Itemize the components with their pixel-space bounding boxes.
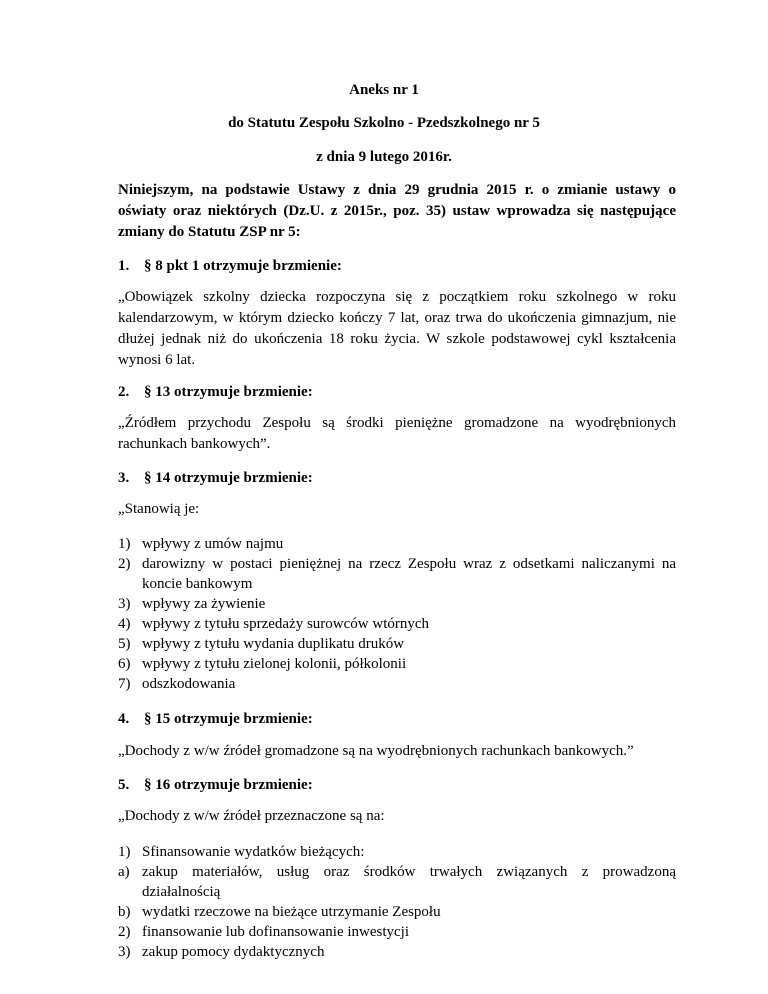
intro-line-2: oświaty oraz niektórych (Dz.U. z 2015r., poz. 35) ustaw wprowadza się następujące (118, 203, 676, 219)
section-1-line-2: kalendarzowym, w którym dziecko kończy 7 lat, oraz trwa do ukończenia gimnazjum, nie (118, 310, 676, 326)
section-heading-text: § 8 pkt 1 otrzymuje brzmienie: (144, 258, 342, 274)
list-marker: 6) (118, 656, 131, 672)
list-marker: a) (118, 864, 130, 880)
section-1-heading (118, 258, 676, 275)
list-marker: 2) (118, 556, 131, 572)
section-1-line-4: wynosi 6 lat. (118, 352, 196, 368)
list-text: wpływy z umów najmu (142, 536, 284, 552)
section-5-line-1: „Dochody z w/w źródeł przeznaczone są na: (118, 808, 385, 824)
section-5-heading (118, 777, 676, 794)
list-text: Sfinansowanie wydatków bieżących: (142, 844, 365, 860)
intro-line-1: Niniejszym, na podstawie Ustawy z dnia 29 grudnia 2015 r. o zmianie ustawy o (118, 182, 676, 198)
section-heading-text: § 13 otrzymuje brzmienie: (144, 384, 313, 400)
list-marker: 7) (118, 676, 131, 692)
section-number: 5. (118, 777, 130, 793)
list-marker: 3) (118, 944, 131, 960)
list-marker: 3) (118, 596, 131, 612)
list-text: odszkodowania (142, 676, 236, 692)
section-heading-text: § 15 otrzymuje brzmienie: (144, 711, 313, 727)
section-heading-text: § 14 otrzymuje brzmienie: (144, 470, 313, 486)
intro-line-3: zmiany do Statutu ZSP nr 5: (118, 224, 301, 240)
section-1-line-3: dłużej jednak niż do ukończenia 18 roku życia. W szkole podstawowej cykl kształcenia (118, 331, 676, 347)
list-text: wpływy z tytułu sprzedaży surowców wtórnych (142, 616, 430, 632)
section-4-heading (118, 711, 676, 728)
list-marker: 1) (118, 844, 131, 860)
list-marker: 4) (118, 616, 131, 632)
list-text: wydatki rzeczowe na bieżące utrzymanie Zespołu (142, 904, 441, 920)
list-text: koncie bankowym (142, 576, 253, 592)
section-3-heading (118, 470, 676, 487)
section-heading-text: § 16 otrzymuje brzmienie: (144, 777, 313, 793)
list-marker: 2) (118, 924, 131, 940)
list-text: wpływy za żywienie (142, 596, 266, 612)
section-2-heading (118, 384, 676, 401)
document-subtitle: do Statutu Zespołu Szkolno - Pzedszkolnego nr 5 (228, 115, 540, 131)
list-text: finansowanie lub dofinansowanie inwestycji (142, 924, 410, 940)
section-2-line-2: rachunkach bankowych”. (118, 436, 271, 452)
section-2-line-1: „Źródłem przychodu Zespołu są środki pieniężne gromadzone na wyodrębnionych (118, 415, 676, 431)
section-4-line-1: „Dochody z w/w źródeł gromadzone są na wyodrębnionych rachunkach bankowych.” (118, 743, 634, 759)
list-text: zakup materiałów, usług oraz środków trwałych związanych z prowadzoną (142, 864, 676, 880)
list-marker: 5) (118, 636, 131, 652)
list-text: zakup pomocy dydaktycznych (142, 944, 325, 960)
section-1-line-1: „Obowiązek szkolny dziecka rozpoczyna się z początkiem roku szkolnego w roku (118, 289, 676, 305)
section-3-line-1: „Stanowią je: (118, 501, 200, 517)
list-text: wpływy z tytułu wydania duplikatu druków (142, 636, 405, 652)
list-marker: 1) (118, 536, 131, 552)
section-number: 1. (118, 258, 130, 274)
list-text: darowizny w postaci pieniężnej na rzecz Zespołu wraz z odsetkami naliczanymi na (142, 556, 676, 572)
section-number: 2. (118, 384, 130, 400)
list-text: wpływy z tytułu zielonej kolonii, półkolonii (142, 656, 407, 672)
document-date: z dnia 9 lutego 2016r. (316, 149, 452, 165)
list-text: działalnością (142, 884, 221, 900)
section-number: 3. (118, 470, 130, 486)
list-marker: b) (118, 904, 131, 920)
document-title: Aneks nr 1 (349, 82, 419, 98)
section-number: 4. (118, 711, 130, 727)
